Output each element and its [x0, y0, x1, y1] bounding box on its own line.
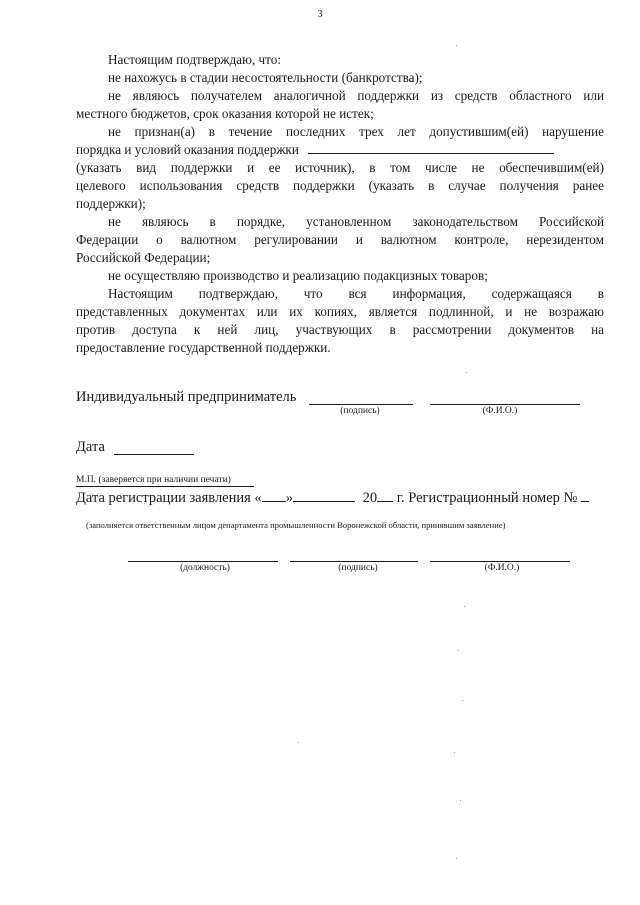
declaration-line: Настоящим подтверждаю, что вся информация, содержащаяся в: [108, 286, 604, 301]
fill-note: (заполняется ответственным лицом департамента промышленности Воронежской области, принявшим заявление): [86, 520, 506, 530]
registration-day-blank: [262, 488, 286, 502]
official-signature-line: [290, 560, 418, 562]
registration-number-label: г. Регистрационный номер №: [396, 490, 578, 506]
registration-number-blank: [581, 488, 589, 502]
declaration-line: целевого использования средств поддержки (указать в случае получения ранее: [76, 178, 604, 193]
signature-caption: (подпись): [340, 406, 380, 416]
entrepreneur-signature-label: Индивидуальный предприниматель: [76, 389, 297, 405]
seal-rule: [76, 486, 254, 487]
scan-speck: [466, 372, 467, 373]
official-name-caption: (Ф.И.О.): [484, 563, 520, 573]
declaration-line: не нахожусь в стадии несостоятельности (банкротства);: [108, 70, 423, 85]
declaration-line: против доступа к ней лиц, участвующих в рассмотрении документов на: [76, 322, 604, 337]
scan-speck: [456, 858, 457, 859]
scan-speck: [460, 800, 461, 801]
declaration-text: [76, 51, 604, 361]
scan-speck: [462, 700, 463, 701]
registration-year-prefix: 20: [362, 490, 378, 506]
registration-year-blank: [377, 488, 393, 502]
declaration-line: местного бюджетов, срок оказания которой не истек;: [76, 106, 374, 121]
date-label: Дата: [76, 439, 105, 455]
declaration-line: Настоящим подтверждаю, что:: [108, 52, 282, 67]
registration-month-blank: [293, 488, 355, 502]
registration-date-label: Дата регистрации заявления «: [76, 490, 262, 506]
declaration-line: не являюсь в порядке, установленном законодательством Российской: [108, 214, 604, 229]
declaration-line-with-blank: [76, 141, 604, 159]
registration-quote-close: »: [285, 490, 293, 506]
declaration-line: не признан(а) в течение последних трех лет допустившим(ей) нарушение: [108, 124, 604, 139]
registration-line: [76, 488, 612, 507]
seal-note: М.П. (заверяется при наличии печати): [76, 475, 231, 485]
support-type-blank: [308, 142, 554, 154]
declaration-line: поддержки);: [76, 196, 146, 211]
declaration-line: не являюсь получателем аналогичной поддержки из средств областного или: [108, 88, 604, 103]
scan-speck: [298, 742, 299, 743]
declaration-line: (указать вид поддержки и ее источник), в том числе не обеспечившим(ей): [76, 160, 604, 175]
declaration-line: предоставление государственной поддержки.: [76, 340, 331, 355]
page-number: 3: [317, 9, 323, 20]
official-signature-caption: (подпись): [338, 563, 378, 573]
declaration-line: Российской Федерации;: [76, 250, 211, 265]
declaration-line: не осуществляю производство и реализацию подакцизных товаров;: [108, 268, 488, 283]
scan-speck: [458, 650, 459, 651]
name-caption: (Ф.И.О.): [482, 406, 518, 416]
entrepreneur-name-line: [430, 403, 580, 405]
official-position-caption: (должность): [180, 563, 230, 573]
declaration-line: Федерации о валютном регулировании и валютном контроле, нерезидентом: [76, 232, 604, 247]
entrepreneur-signature-line: [309, 403, 413, 405]
official-name-line: [430, 560, 570, 562]
declaration-line: представленных документах или их копиях, является подлинной, и не возражаю: [76, 304, 604, 319]
declaration-line: порядка и условий оказания поддержки: [76, 142, 299, 157]
official-position-line: [128, 560, 278, 562]
scan-speck: [456, 45, 457, 46]
scan-speck: [454, 752, 455, 753]
scan-speck: [464, 606, 465, 607]
date-line: [114, 453, 194, 455]
